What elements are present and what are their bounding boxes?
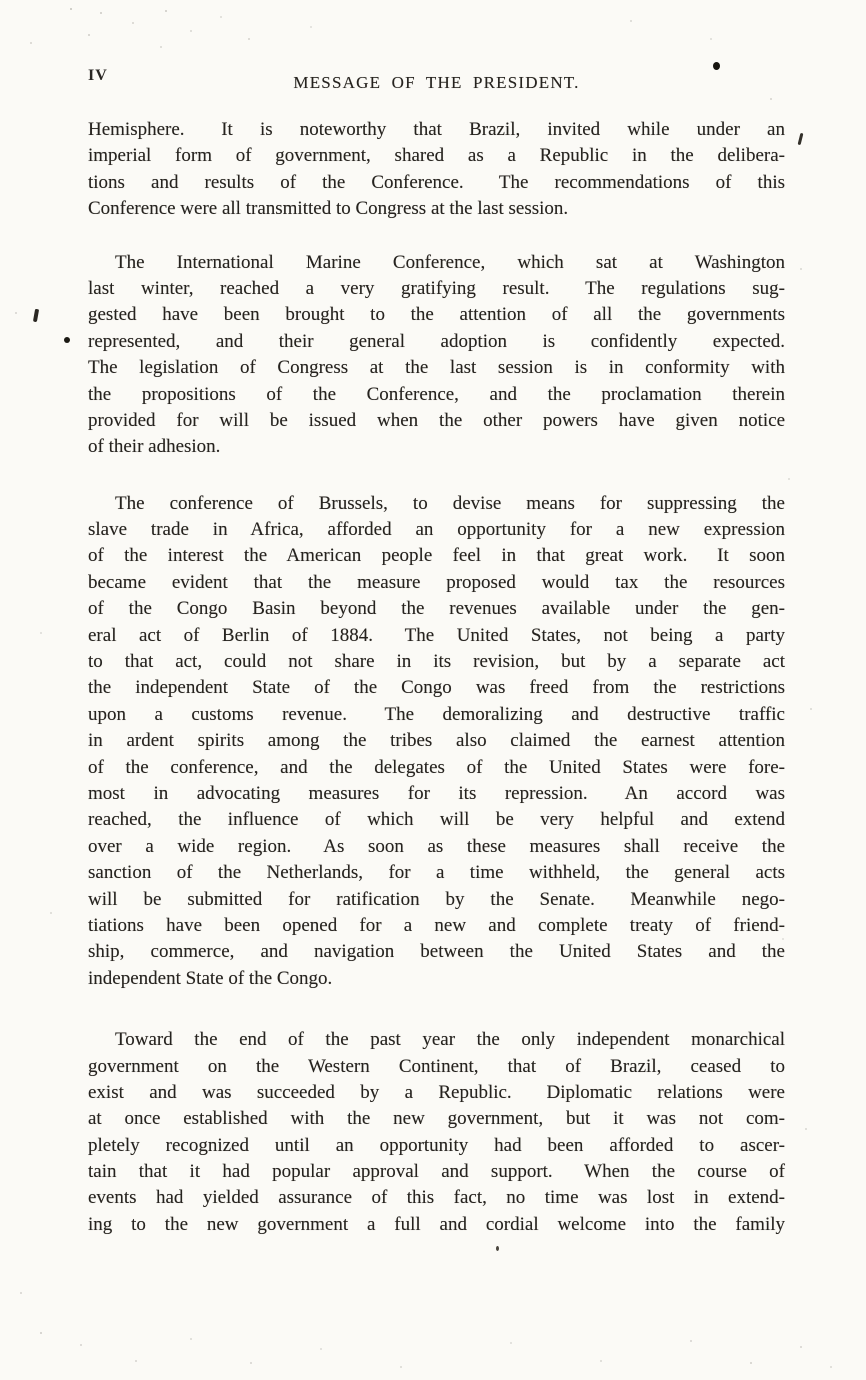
- text-line: ing to the new government a full and cordial welcome into the family: [88, 1213, 785, 1235]
- text-line: of the interest the American people feel in that great work. It soon: [88, 545, 785, 567]
- text-line: upon a customs revenue. The demoralizing and destructive traffic: [88, 703, 785, 725]
- text-line: ship, commerce, and navigation between the United States and the: [88, 941, 785, 963]
- scan-noise-bottom: [40, 1332, 42, 1334]
- text-line: The legislation of Congress at the last session is in conformity with: [88, 357, 785, 379]
- text-line: The conference of Brussels, to devise means for suppressing the: [115, 492, 785, 514]
- paragraph: [88, 491, 785, 992]
- paragraph: [88, 1027, 785, 1238]
- text-line: pletely recognized until an opportunity had been afforded to ascer-: [88, 1134, 785, 1156]
- text-line: exist and was succeeded by a Republic. Diplomatic relations were: [88, 1081, 785, 1103]
- text-line: tiations have been opened for a new and complete treaty of friend-: [88, 914, 785, 936]
- text-block: [88, 117, 785, 1238]
- text-line: represented, and their general adoption is confidently expected.: [88, 330, 785, 352]
- text-line: to that act, could not share in its revision, but by a separate act: [88, 651, 785, 673]
- text-line: of the Congo Basin beyond the revenues available under the gen-: [88, 598, 785, 620]
- ink-bullet-mark: [64, 337, 70, 343]
- text-line: over a wide region. As soon as these measures shall receive the: [88, 835, 785, 857]
- text-line: tions and results of the Conference. The recommendations of this: [88, 171, 785, 193]
- text-line: the independent State of the Congo was freed from the restrictions: [88, 677, 785, 699]
- ink-stroke-mark: [798, 133, 804, 145]
- text-line: Hemisphere. It is noteworthy that Brazil, invited while under an: [88, 119, 785, 140]
- text-line: eral act of Berlin of 1884. The United States, not being a party: [88, 624, 785, 646]
- text-line: The International Marine Conference, which sat at Washington: [115, 251, 785, 273]
- text-line: tain that it had popular approval and support. When the course of: [88, 1161, 785, 1183]
- ink-speck: [496, 1246, 499, 1251]
- text-line: of the conference, and the delegates of the United States were fore-: [88, 756, 785, 778]
- text-line: imperial form of government, shared as a Republic in the delibera-: [88, 145, 785, 167]
- ink-comma-mark: [33, 309, 39, 322]
- text-line: last winter, reached a very gratifying result. The regulations sug-: [88, 277, 785, 299]
- paragraph: [88, 250, 785, 461]
- text-line: most in advocating measures for its repression. An accord was: [88, 782, 785, 804]
- text-line: independent State of the Congo.: [88, 967, 333, 989]
- text-line: gested have been brought to the attention of all the governments: [88, 304, 785, 326]
- text-line: government on the Western Continent, that of Brazil, ceased to: [88, 1055, 785, 1077]
- ink-dot-mark: [713, 62, 720, 70]
- page-number: IV: [88, 67, 108, 84]
- text-line: became evident that the measure proposed would tax the resources: [88, 571, 785, 593]
- text-line: the propositions of the Conference, and the proclamation therein: [88, 383, 785, 405]
- text-line: in ardent spirits among the tribes also claimed the earnest attention: [88, 730, 785, 752]
- text-line: Conference were all transmitted to Congress at the last session.: [88, 198, 569, 220]
- paragraph: [88, 117, 785, 223]
- text-line: events had yielded assurance of this fact, no time was lost in extend-: [88, 1187, 785, 1209]
- text-line: of their adhesion.: [88, 436, 221, 458]
- text-line: will be submitted for ratification by the Senate. Meanwhile nego-: [88, 888, 785, 910]
- text-line: slave trade in Africa, afforded an opportunity for a new expression: [88, 519, 785, 541]
- text-line: reached, the influence of which will be very helpful and extend: [88, 809, 785, 831]
- text-line: at once established with the new government, but it was not com-: [88, 1108, 785, 1130]
- running-title: MESSAGE OF THE PRESIDENT.: [293, 73, 580, 92]
- text-line: Toward the end of the past year the only independent monarchical: [115, 1029, 785, 1051]
- text-line: provided for will be issued when the other powers have given notice: [88, 409, 785, 431]
- scan-noise-top: [70, 8, 72, 10]
- text-line: sanction of the Netherlands, for a time withheld, the general acts: [88, 862, 785, 884]
